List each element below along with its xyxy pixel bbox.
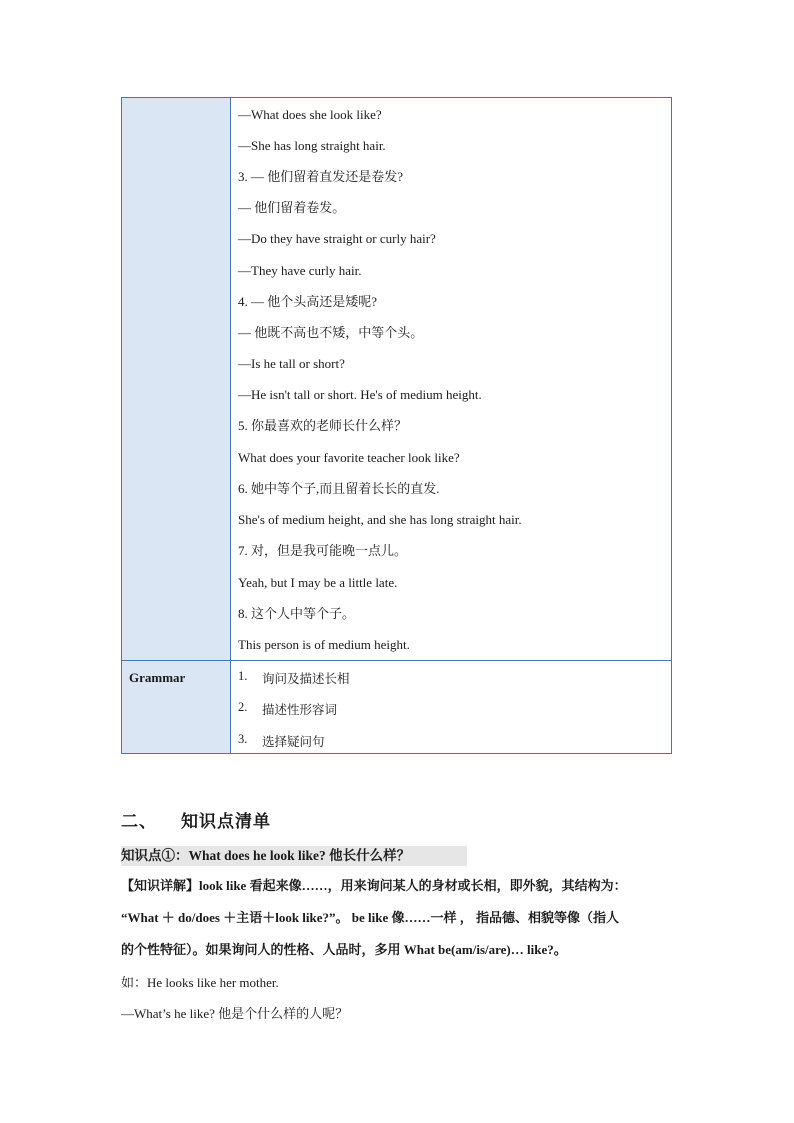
- table-line: Yeah, but I may be a little late.: [238, 575, 398, 590]
- grammar-label: Grammar: [129, 670, 186, 685]
- table-line: 5. 你最喜欢的老师长什么样？: [238, 418, 408, 433]
- vocab-table: [121, 97, 672, 754]
- grammar-item-number: 2.: [238, 700, 248, 714]
- detail-part1: look like 看起来像……，用来询问某人的身材或长相，即外貌，其结构为：: [199, 878, 627, 893]
- table-line: —She has long straight hair.: [238, 138, 386, 153]
- table-line: 8. 这个人中等个子。: [238, 606, 356, 621]
- section-number: 二、: [121, 812, 157, 832]
- table-line: 6. 她中等个子,而且留着长长的直发.: [238, 481, 440, 496]
- table-line: 3. — 他们留着直发还是卷发?: [238, 169, 404, 184]
- grammar-item-text: 描述性形容词: [262, 702, 338, 717]
- table-line: —What does she look like?: [238, 107, 382, 122]
- table-line: — 他既不高也不矮，中等个头。: [238, 325, 424, 340]
- section-heading: [121, 807, 271, 832]
- example-line: —What’s he like? 他是个什么样的人呢？: [121, 1006, 349, 1021]
- table-line: This person is of medium height.: [238, 637, 410, 652]
- table-line: —They have curly hair.: [238, 263, 362, 278]
- grammar-item-number: 3.: [238, 732, 248, 746]
- table-row-divider: [122, 660, 671, 661]
- table-line: —Do they have straight or curly hair?: [238, 231, 436, 246]
- detail-label: 【知识详解】: [121, 878, 200, 893]
- detail-part3: 的个性特征）。如果询问人的性格、人品时，多用 What be(am/is/are)… like?。: [121, 942, 567, 957]
- grammar-item-number: 1.: [238, 669, 248, 683]
- grammar-item-text: 询问及描述长相: [262, 671, 350, 686]
- table-line: 4. — 他个头高还是矮呢?: [238, 294, 378, 309]
- table-line: What does your favorite teacher look like?: [238, 450, 460, 465]
- table-line: She's of medium height, and she has long straight hair.: [238, 512, 522, 527]
- knowledge-detail: [121, 870, 674, 966]
- section-title: 知识点清单: [181, 812, 271, 832]
- detail-part2: “What ＋ do/does ＋主语＋look like?”。 be like 像……一样 ， 指品德、相貌等像（指人: [121, 910, 619, 925]
- grammar-item-text: 选择疑问句: [262, 734, 325, 749]
- table-line: 7. 对，但是我可能晚一点儿。: [238, 543, 408, 558]
- table-left-column: [122, 98, 231, 753]
- example-line: 如：He looks like her mother.: [121, 975, 279, 990]
- table-line: —Is he tall or short?: [238, 356, 345, 371]
- knowledge-point-title: 知识点①：What does he look like? 他长什么样？: [121, 846, 467, 866]
- table-line: — 他们留着卷发。: [238, 200, 346, 215]
- table-line: —He isn't tall or short. He's of medium height.: [238, 387, 482, 402]
